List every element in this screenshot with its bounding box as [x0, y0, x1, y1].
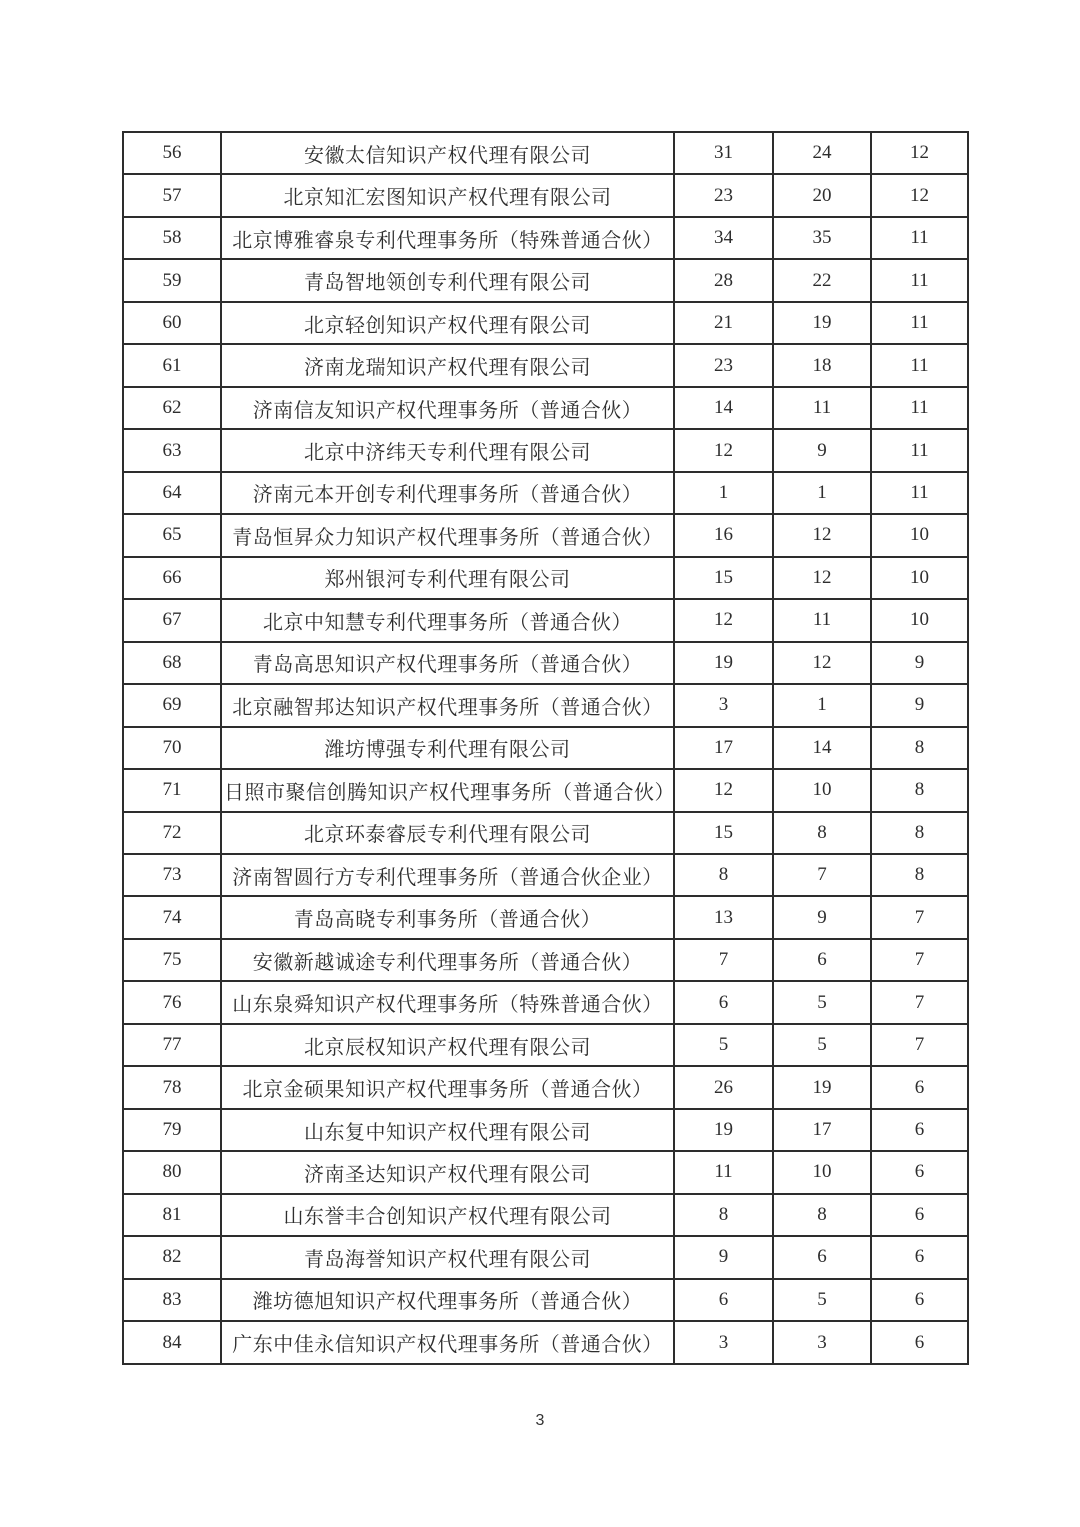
value-cell-3: 6	[871, 1194, 968, 1236]
value-cell-1: 23	[674, 174, 773, 216]
value-cell-2: 9	[773, 429, 871, 471]
value-cell-2: 12	[773, 514, 871, 556]
value-cell-2: 35	[773, 217, 871, 259]
agency-name-cell: 青岛海誉知识产权代理有限公司	[221, 1236, 674, 1278]
page-number: 3	[535, 1412, 545, 1429]
rank-cell: 72	[123, 812, 221, 854]
table-row	[123, 1066, 968, 1108]
table-row	[123, 727, 968, 769]
agency-name-cell: 青岛智地领创专利代理有限公司	[221, 259, 674, 301]
table-row	[123, 854, 968, 896]
value-cell-1: 19	[674, 1109, 773, 1151]
rank-cell: 80	[123, 1151, 221, 1193]
rank-cell: 73	[123, 854, 221, 896]
agency-name-cell: 山东复中知识产权代理有限公司	[221, 1109, 674, 1151]
agency-name-cell: 济南龙瑞知识产权代理有限公司	[221, 344, 674, 386]
agency-name-cell: 北京知汇宏图知识产权代理有限公司	[221, 174, 674, 216]
value-cell-1: 12	[674, 769, 773, 811]
rank-cell: 66	[123, 557, 221, 599]
value-cell-1: 3	[674, 1321, 773, 1364]
rank-cell: 84	[123, 1321, 221, 1364]
value-cell-3: 8	[871, 769, 968, 811]
value-cell-2: 17	[773, 1109, 871, 1151]
rank-cell: 75	[123, 939, 221, 981]
value-cell-2: 11	[773, 387, 871, 429]
table-row	[123, 939, 968, 981]
agency-name-cell: 北京金硕果知识产权代理事务所（普通合伙）	[221, 1066, 674, 1108]
agency-name-cell: 潍坊博强专利代理有限公司	[221, 727, 674, 769]
value-cell-3: 11	[871, 302, 968, 344]
value-cell-1: 5	[674, 1024, 773, 1066]
agency-name-cell: 北京中知慧专利代理事务所（普通合伙）	[221, 599, 674, 641]
agency-name-cell: 日照市聚信创腾知识产权代理事务所（普通合伙）	[221, 769, 674, 811]
value-cell-3: 7	[871, 981, 968, 1023]
value-cell-1: 23	[674, 344, 773, 386]
table-row	[123, 769, 968, 811]
value-cell-1: 9	[674, 1236, 773, 1278]
value-cell-3: 6	[871, 1321, 968, 1364]
value-cell-2: 8	[773, 812, 871, 854]
table-row	[123, 1279, 968, 1321]
rank-cell: 62	[123, 387, 221, 429]
agency-name-cell: 济南智圆行方专利代理事务所（普通合伙企业）	[221, 854, 674, 896]
value-cell-2: 19	[773, 1066, 871, 1108]
table-row	[123, 557, 968, 599]
value-cell-2: 12	[773, 642, 871, 684]
value-cell-3: 11	[871, 344, 968, 386]
value-cell-3: 9	[871, 642, 968, 684]
rank-cell: 69	[123, 684, 221, 726]
value-cell-1: 17	[674, 727, 773, 769]
value-cell-3: 7	[871, 939, 968, 981]
value-cell-1: 6	[674, 981, 773, 1023]
table-row	[123, 1024, 968, 1066]
value-cell-3: 6	[871, 1279, 968, 1321]
agency-name-cell: 北京博雅睿泉专利代理事务所（特殊普通合伙）	[221, 217, 674, 259]
value-cell-1: 12	[674, 599, 773, 641]
value-cell-1: 16	[674, 514, 773, 556]
value-cell-3: 7	[871, 896, 968, 938]
value-cell-1: 7	[674, 939, 773, 981]
agency-name-cell: 郑州银河专利代理有限公司	[221, 557, 674, 599]
agency-name-cell: 安徽太信知识产权代理有限公司	[221, 132, 674, 174]
rank-cell: 61	[123, 344, 221, 386]
agency-name-cell: 北京中济纬天专利代理有限公司	[221, 429, 674, 471]
agency-name-cell: 济南圣达知识产权代理有限公司	[221, 1151, 674, 1193]
table-row	[123, 1151, 968, 1193]
agency-name-cell: 青岛高晓专利事务所（普通合伙）	[221, 896, 674, 938]
value-cell-3: 8	[871, 727, 968, 769]
rank-cell: 74	[123, 896, 221, 938]
value-cell-1: 6	[674, 1279, 773, 1321]
value-cell-3: 11	[871, 217, 968, 259]
agency-name-cell: 北京轻创知识产权代理有限公司	[221, 302, 674, 344]
value-cell-3: 10	[871, 557, 968, 599]
value-cell-2: 11	[773, 599, 871, 641]
value-cell-3: 12	[871, 132, 968, 174]
value-cell-1: 14	[674, 387, 773, 429]
agency-name-cell: 青岛高思知识产权代理事务所（普通合伙）	[221, 642, 674, 684]
value-cell-3: 7	[871, 1024, 968, 1066]
value-cell-2: 10	[773, 769, 871, 811]
table-row	[123, 981, 968, 1023]
agency-name-cell: 广东中佳永信知识产权代理事务所（普通合伙）	[221, 1321, 674, 1364]
value-cell-1: 13	[674, 896, 773, 938]
rank-cell: 81	[123, 1194, 221, 1236]
value-cell-2: 12	[773, 557, 871, 599]
rank-cell: 67	[123, 599, 221, 641]
value-cell-3: 6	[871, 1236, 968, 1278]
rank-cell: 76	[123, 981, 221, 1023]
value-cell-2: 10	[773, 1151, 871, 1193]
value-cell-2: 5	[773, 981, 871, 1023]
table-row	[123, 599, 968, 641]
table-row	[123, 132, 968, 174]
value-cell-3: 11	[871, 387, 968, 429]
table-row	[123, 896, 968, 938]
value-cell-1: 26	[674, 1066, 773, 1108]
table-row	[123, 684, 968, 726]
table-row	[123, 472, 968, 514]
value-cell-1: 3	[674, 684, 773, 726]
agency-name-cell: 北京融智邦达知识产权代理事务所（普通合伙）	[221, 684, 674, 726]
value-cell-3: 6	[871, 1109, 968, 1151]
rank-cell: 68	[123, 642, 221, 684]
value-cell-2: 1	[773, 472, 871, 514]
agency-name-cell: 济南元本开创专利代理事务所（普通合伙）	[221, 472, 674, 514]
value-cell-2: 7	[773, 854, 871, 896]
value-cell-2: 5	[773, 1024, 871, 1066]
table-row	[123, 344, 968, 386]
value-cell-2: 6	[773, 1236, 871, 1278]
value-cell-2: 1	[773, 684, 871, 726]
table-row	[123, 259, 968, 301]
agency-name-cell: 青岛恒昇众力知识产权代理事务所（普通合伙）	[221, 514, 674, 556]
value-cell-3: 11	[871, 259, 968, 301]
value-cell-3: 11	[871, 429, 968, 471]
rank-cell: 82	[123, 1236, 221, 1278]
agency-name-cell: 北京环泰睿辰专利代理有限公司	[221, 812, 674, 854]
value-cell-2: 24	[773, 132, 871, 174]
table-row	[123, 217, 968, 259]
agency-name-cell: 济南信友知识产权代理事务所（普通合伙）	[221, 387, 674, 429]
value-cell-2: 9	[773, 896, 871, 938]
table-row	[123, 429, 968, 471]
rank-cell: 60	[123, 302, 221, 344]
table-row	[123, 1109, 968, 1151]
agency-name-cell: 山东泉舜知识产权代理事务所（特殊普通合伙）	[221, 981, 674, 1023]
rank-cell: 83	[123, 1279, 221, 1321]
value-cell-3: 10	[871, 599, 968, 641]
ranking-table	[122, 131, 969, 1365]
value-cell-2: 20	[773, 174, 871, 216]
table-row	[123, 387, 968, 429]
table-row	[123, 514, 968, 556]
value-cell-1: 12	[674, 429, 773, 471]
rank-cell: 58	[123, 217, 221, 259]
value-cell-2: 3	[773, 1321, 871, 1364]
rank-cell: 65	[123, 514, 221, 556]
value-cell-3: 12	[871, 174, 968, 216]
value-cell-2: 14	[773, 727, 871, 769]
value-cell-1: 8	[674, 1194, 773, 1236]
value-cell-2: 5	[773, 1279, 871, 1321]
value-cell-1: 8	[674, 854, 773, 896]
rank-cell: 57	[123, 174, 221, 216]
agency-name-cell: 安徽新越诚途专利代理事务所（普通合伙）	[221, 939, 674, 981]
rank-cell: 63	[123, 429, 221, 471]
value-cell-1: 21	[674, 302, 773, 344]
rank-cell: 71	[123, 769, 221, 811]
rank-cell: 56	[123, 132, 221, 174]
rank-cell: 78	[123, 1066, 221, 1108]
table-row	[123, 1194, 968, 1236]
value-cell-1: 15	[674, 812, 773, 854]
value-cell-2: 8	[773, 1194, 871, 1236]
agency-name-cell: 山东誉丰合创知识产权代理有限公司	[221, 1194, 674, 1236]
rank-cell: 79	[123, 1109, 221, 1151]
value-cell-3: 10	[871, 514, 968, 556]
value-cell-2: 19	[773, 302, 871, 344]
value-cell-1: 11	[674, 1151, 773, 1193]
value-cell-2: 22	[773, 259, 871, 301]
value-cell-3: 8	[871, 854, 968, 896]
value-cell-1: 15	[674, 557, 773, 599]
value-cell-1: 1	[674, 472, 773, 514]
value-cell-1: 19	[674, 642, 773, 684]
rank-cell: 70	[123, 727, 221, 769]
value-cell-1: 34	[674, 217, 773, 259]
table-row	[123, 812, 968, 854]
value-cell-2: 6	[773, 939, 871, 981]
value-cell-3: 6	[871, 1151, 968, 1193]
rank-cell: 59	[123, 259, 221, 301]
table-row	[123, 174, 968, 216]
value-cell-1: 31	[674, 132, 773, 174]
rank-cell: 77	[123, 1024, 221, 1066]
table-row	[123, 1321, 968, 1364]
value-cell-1: 28	[674, 259, 773, 301]
value-cell-3: 6	[871, 1066, 968, 1108]
value-cell-2: 18	[773, 344, 871, 386]
table-row	[123, 642, 968, 684]
agency-name-cell: 北京辰权知识产权代理有限公司	[221, 1024, 674, 1066]
value-cell-3: 11	[871, 472, 968, 514]
rank-cell: 64	[123, 472, 221, 514]
value-cell-3: 8	[871, 812, 968, 854]
value-cell-3: 9	[871, 684, 968, 726]
table-row	[123, 1236, 968, 1278]
table-row	[123, 302, 968, 344]
agency-name-cell: 潍坊德旭知识产权代理事务所（普通合伙）	[221, 1279, 674, 1321]
